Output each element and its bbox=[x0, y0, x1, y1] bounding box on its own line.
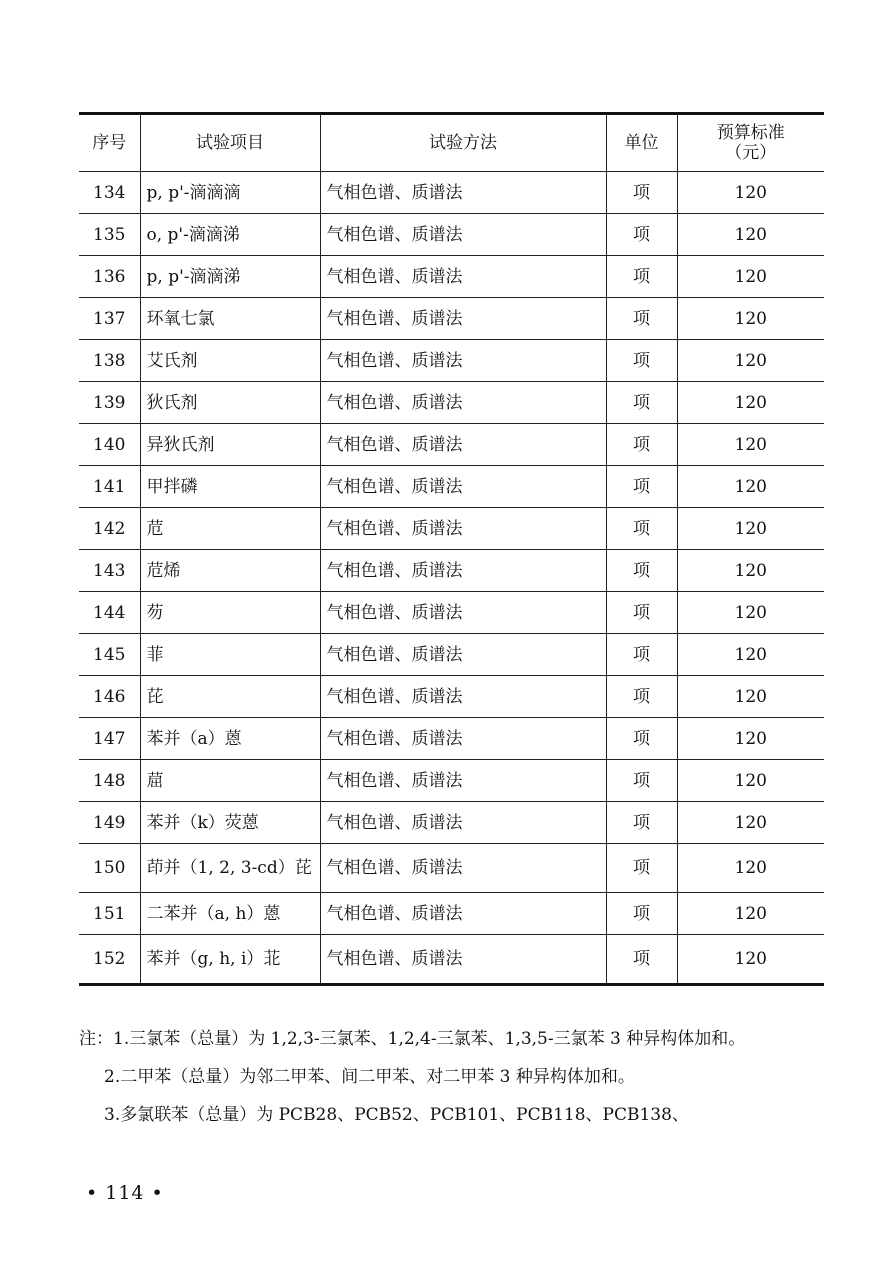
header-item: 试验项目 bbox=[140, 114, 320, 172]
cell-item: p, p'-滴滴涕 bbox=[140, 256, 320, 298]
cell-method: 气相色谱、质谱法 bbox=[320, 634, 606, 676]
cell-item: o, p'-滴滴涕 bbox=[140, 214, 320, 256]
cell-price: 120 bbox=[677, 935, 824, 985]
cell-no: 148 bbox=[79, 760, 140, 802]
table-row bbox=[79, 550, 824, 592]
cell-no: 144 bbox=[79, 592, 140, 634]
header-price-line2: （元） bbox=[725, 143, 777, 163]
cell-item: 苯并（g, h, i）苝 bbox=[140, 935, 320, 985]
cell-method: 气相色谱、质谱法 bbox=[320, 592, 606, 634]
cell-item: 艾氏剂 bbox=[140, 340, 320, 382]
cell-price: 120 bbox=[677, 256, 824, 298]
table-row bbox=[79, 340, 824, 382]
header-no: 序号 bbox=[79, 114, 140, 172]
cell-price: 120 bbox=[677, 592, 824, 634]
cell-method: 气相色谱、质谱法 bbox=[320, 382, 606, 424]
cell-price: 120 bbox=[677, 550, 824, 592]
cell-item: 异狄氏剂 bbox=[140, 424, 320, 466]
table-row bbox=[79, 382, 824, 424]
cell-method: 气相色谱、质谱法 bbox=[320, 760, 606, 802]
cell-price: 120 bbox=[677, 844, 824, 893]
table-row bbox=[79, 424, 824, 466]
table-row bbox=[79, 844, 824, 893]
cell-no: 149 bbox=[79, 802, 140, 844]
cell-item: 狄氏剂 bbox=[140, 382, 320, 424]
notes bbox=[79, 1024, 824, 1130]
header-unit: 单位 bbox=[606, 114, 677, 172]
cell-method: 气相色谱、质谱法 bbox=[320, 298, 606, 340]
cell-price: 120 bbox=[677, 802, 824, 844]
cell-no: 141 bbox=[79, 466, 140, 508]
pricing-table bbox=[79, 112, 824, 986]
cell-no: 136 bbox=[79, 256, 140, 298]
cell-unit: 项 bbox=[606, 256, 677, 298]
cell-price: 120 bbox=[677, 718, 824, 760]
cell-item: 苊 bbox=[140, 508, 320, 550]
header-price-line1: 预算标准 bbox=[716, 123, 785, 143]
cell-price: 120 bbox=[677, 508, 824, 550]
note-2: 2.二甲苯（总量）为邻二甲苯、间二甲苯、对二甲苯 3 种异构体加和。 bbox=[104, 1067, 635, 1087]
cell-no: 135 bbox=[79, 214, 140, 256]
cell-item: p, p'-滴滴滴 bbox=[140, 172, 320, 214]
cell-unit: 项 bbox=[606, 214, 677, 256]
cell-method: 气相色谱、质谱法 bbox=[320, 508, 606, 550]
table-row bbox=[79, 718, 824, 760]
cell-price: 120 bbox=[677, 466, 824, 508]
cell-method: 气相色谱、质谱法 bbox=[320, 935, 606, 985]
cell-unit: 项 bbox=[606, 634, 677, 676]
cell-unit: 项 bbox=[606, 466, 677, 508]
cell-method: 气相色谱、质谱法 bbox=[320, 676, 606, 718]
cell-item: 芘 bbox=[140, 676, 320, 718]
table-row bbox=[79, 466, 824, 508]
cell-no: 145 bbox=[79, 634, 140, 676]
cell-price: 120 bbox=[677, 676, 824, 718]
cell-unit: 项 bbox=[606, 340, 677, 382]
cell-unit: 项 bbox=[606, 760, 677, 802]
cell-no: 138 bbox=[79, 340, 140, 382]
cell-unit: 项 bbox=[606, 382, 677, 424]
cell-method: 气相色谱、质谱法 bbox=[320, 893, 606, 935]
table-row bbox=[79, 676, 824, 718]
cell-item: 芴 bbox=[140, 592, 320, 634]
cell-unit: 项 bbox=[606, 676, 677, 718]
cell-no: 140 bbox=[79, 424, 140, 466]
cell-item: 甲拌磷 bbox=[140, 466, 320, 508]
table-row bbox=[79, 298, 824, 340]
cell-price: 120 bbox=[677, 382, 824, 424]
cell-unit: 项 bbox=[606, 172, 677, 214]
cell-unit: 项 bbox=[606, 550, 677, 592]
cell-price: 120 bbox=[677, 634, 824, 676]
cell-item: 菲 bbox=[140, 634, 320, 676]
cell-method: 气相色谱、质谱法 bbox=[320, 256, 606, 298]
header-row bbox=[79, 114, 824, 172]
table-row bbox=[79, 935, 824, 985]
cell-item: 茚并（1, 2, 3-cd）芘 bbox=[140, 844, 320, 893]
cell-item: 苊烯 bbox=[140, 550, 320, 592]
header-price bbox=[677, 114, 824, 172]
cell-item: 环氧七氯 bbox=[140, 298, 320, 340]
cell-method: 气相色谱、质谱法 bbox=[320, 550, 606, 592]
table-row bbox=[79, 256, 824, 298]
cell-no: 152 bbox=[79, 935, 140, 985]
cell-no: 134 bbox=[79, 172, 140, 214]
cell-unit: 项 bbox=[606, 718, 677, 760]
table-header bbox=[79, 114, 824, 172]
cell-unit: 项 bbox=[606, 298, 677, 340]
cell-method: 气相色谱、质谱法 bbox=[320, 802, 606, 844]
cell-no: 143 bbox=[79, 550, 140, 592]
cell-unit: 项 bbox=[606, 893, 677, 935]
cell-item: 苯并（a）蒽 bbox=[140, 718, 320, 760]
table-row bbox=[79, 893, 824, 935]
cell-price: 120 bbox=[677, 893, 824, 935]
table-row bbox=[79, 634, 824, 676]
cell-price: 120 bbox=[677, 298, 824, 340]
cell-price: 120 bbox=[677, 760, 824, 802]
cell-no: 142 bbox=[79, 508, 140, 550]
cell-method: 气相色谱、质谱法 bbox=[320, 466, 606, 508]
table-row bbox=[79, 172, 824, 214]
cell-no: 137 bbox=[79, 298, 140, 340]
cell-unit: 项 bbox=[606, 935, 677, 985]
table-row bbox=[79, 592, 824, 634]
cell-price: 120 bbox=[677, 340, 824, 382]
cell-method: 气相色谱、质谱法 bbox=[320, 718, 606, 760]
cell-item: 䓛 bbox=[140, 760, 320, 802]
cell-no: 139 bbox=[79, 382, 140, 424]
cell-item: 苯并（k）荧蒽 bbox=[140, 802, 320, 844]
note-3: 3.多氯联苯（总量）为 PCB28、PCB52、PCB101、PCB118、PCB138、 bbox=[104, 1105, 689, 1125]
cell-unit: 项 bbox=[606, 424, 677, 466]
table-row bbox=[79, 802, 824, 844]
page-number: • 114 • bbox=[86, 1182, 164, 1204]
table-row bbox=[79, 508, 824, 550]
cell-method: 气相色谱、质谱法 bbox=[320, 214, 606, 256]
cell-price: 120 bbox=[677, 424, 824, 466]
cell-no: 147 bbox=[79, 718, 140, 760]
cell-item: 二苯并（a, h）蒽 bbox=[140, 893, 320, 935]
cell-method: 气相色谱、质谱法 bbox=[320, 172, 606, 214]
cell-unit: 项 bbox=[606, 844, 677, 893]
cell-no: 146 bbox=[79, 676, 140, 718]
table-row bbox=[79, 214, 824, 256]
note-1: 注：1.三氯苯（总量）为 1,2,3-三氯苯、1,2,4-三氯苯、1,3,5-三氯苯 3 种异构体加和。 bbox=[79, 1029, 746, 1049]
cell-method: 气相色谱、质谱法 bbox=[320, 424, 606, 466]
cell-unit: 项 bbox=[606, 508, 677, 550]
table-body bbox=[79, 172, 824, 985]
cell-unit: 项 bbox=[606, 802, 677, 844]
cell-unit: 项 bbox=[606, 592, 677, 634]
table-row bbox=[79, 760, 824, 802]
cell-price: 120 bbox=[677, 172, 824, 214]
cell-method: 气相色谱、质谱法 bbox=[320, 844, 606, 893]
cell-method: 气相色谱、质谱法 bbox=[320, 340, 606, 382]
cell-no: 151 bbox=[79, 893, 140, 935]
cell-no: 150 bbox=[79, 844, 140, 893]
header-method: 试验方法 bbox=[320, 114, 606, 172]
cell-price: 120 bbox=[677, 214, 824, 256]
